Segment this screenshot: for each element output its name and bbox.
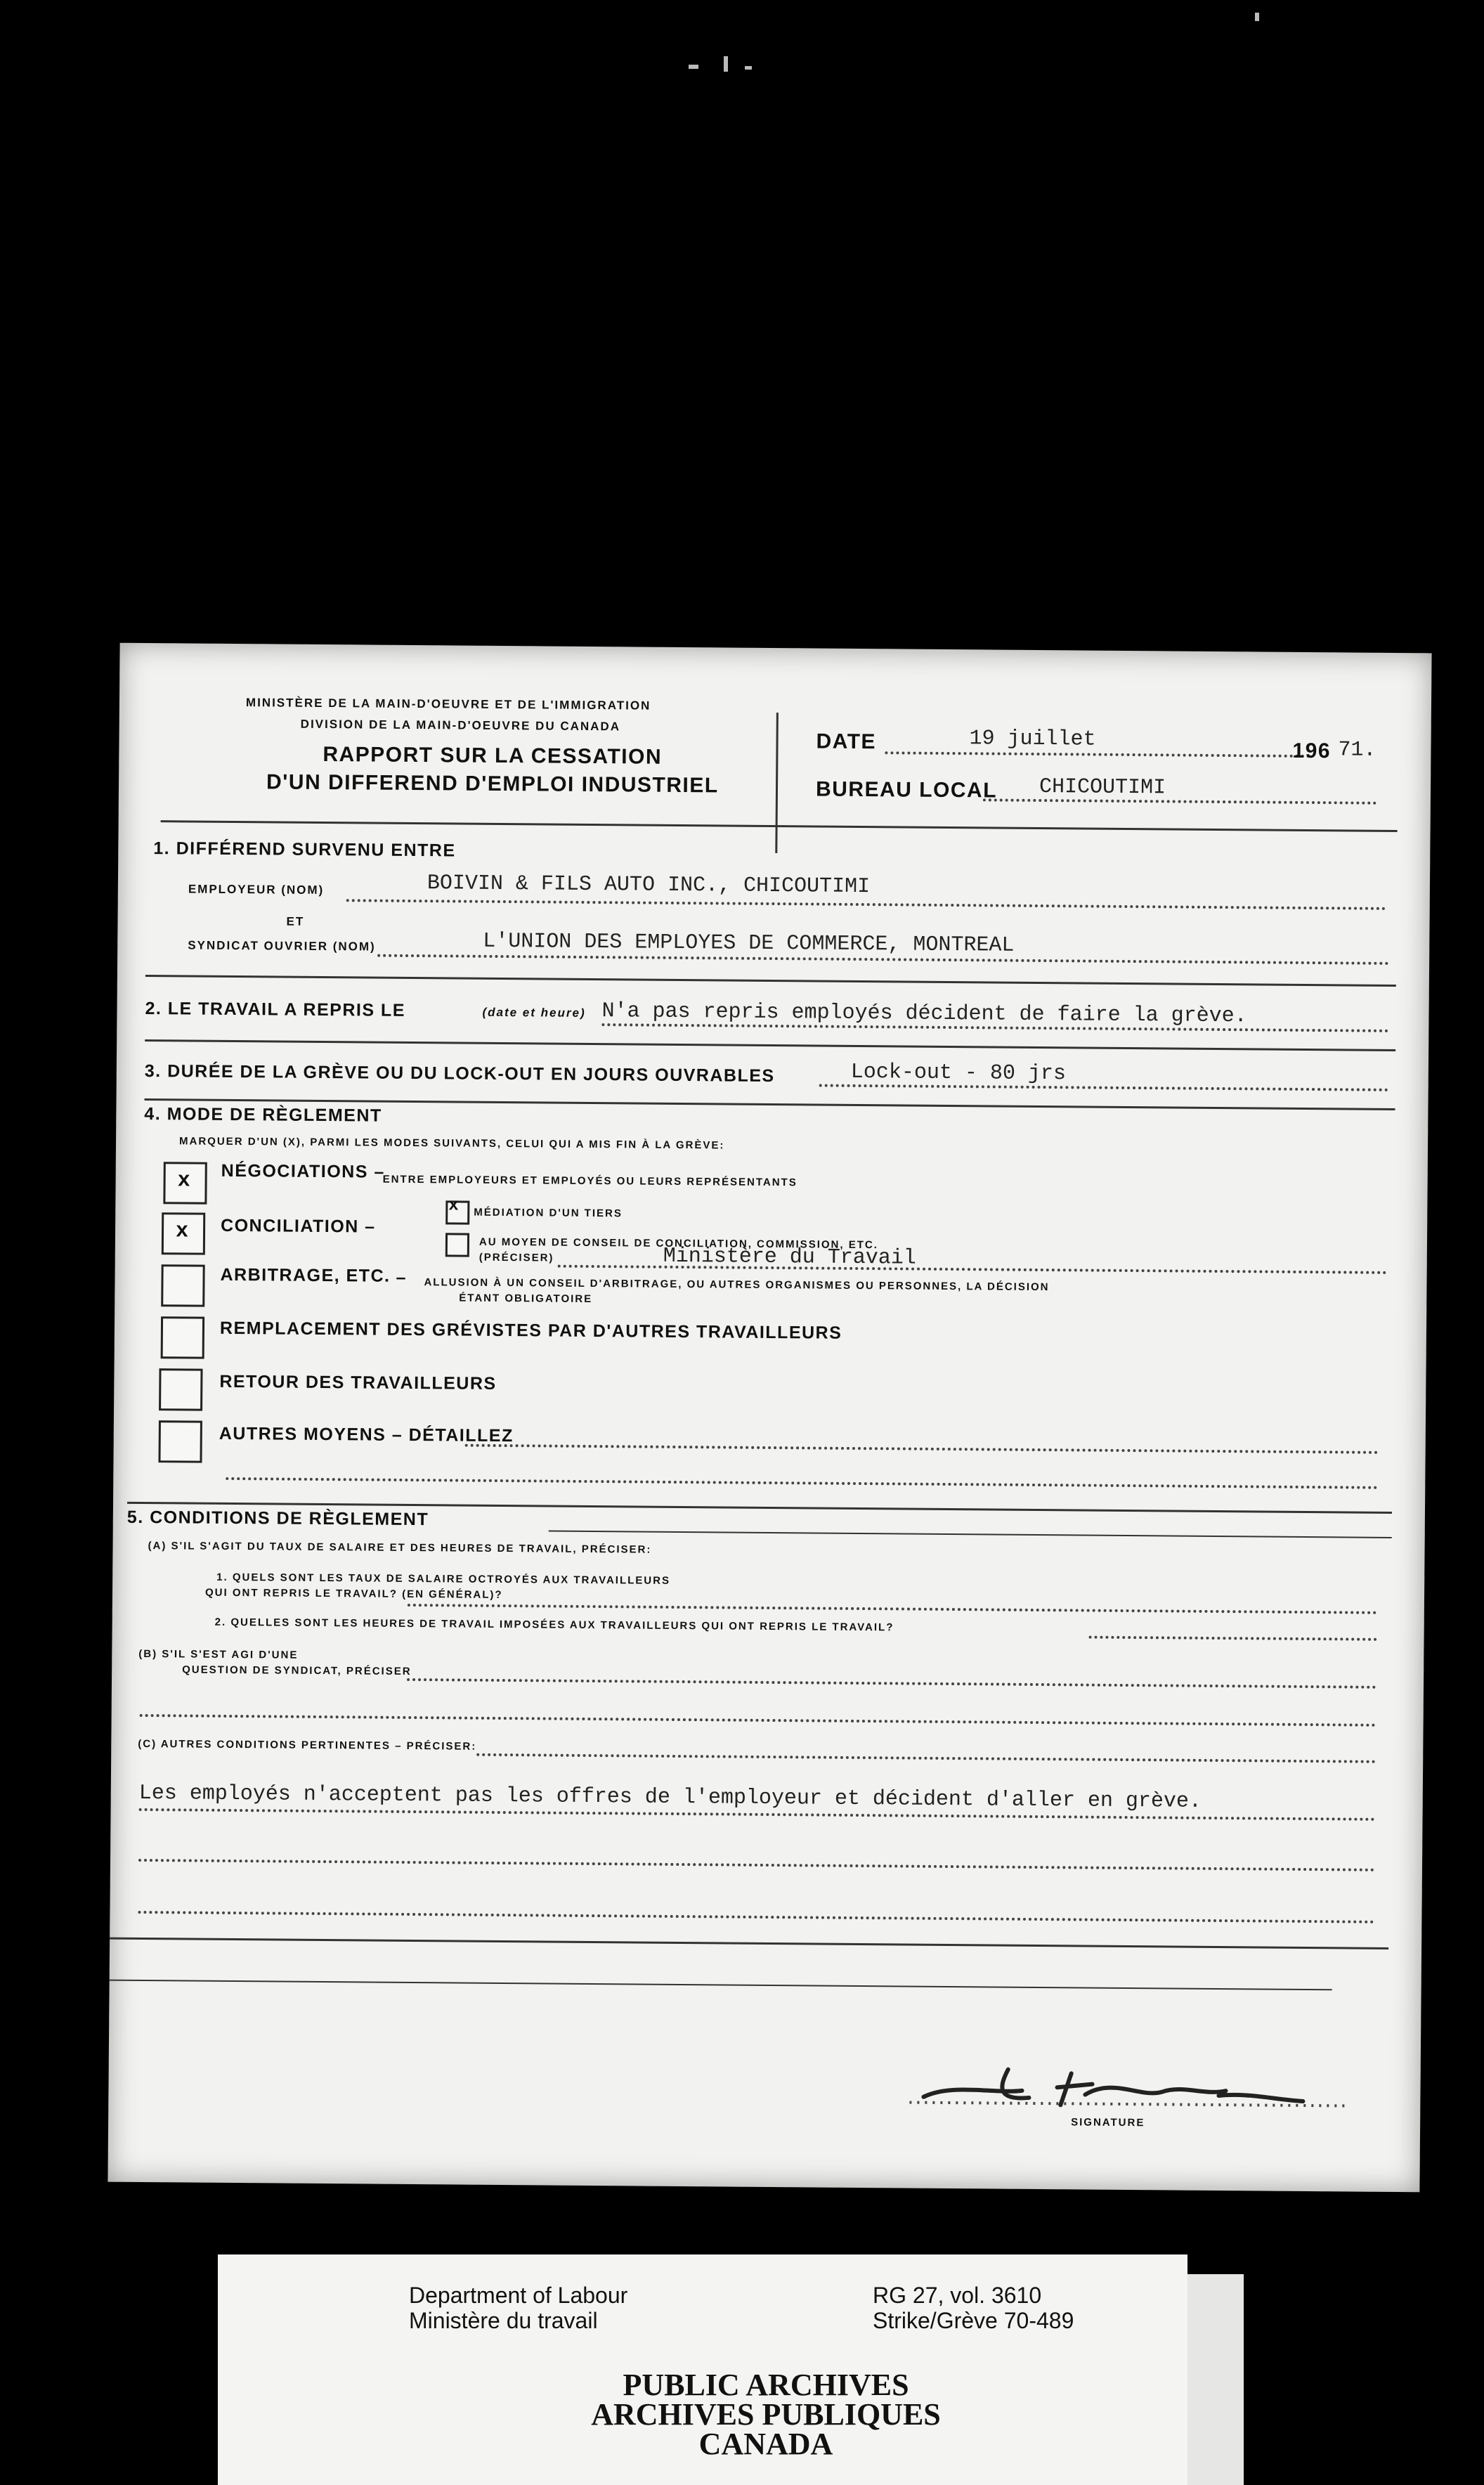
stamp-line2: ARCHIVES PUBLIQUES	[591, 2397, 941, 2432]
negociations-mark: x	[177, 1169, 190, 1193]
ministry-line2: DIVISION DE LA MAIN-D'OEUVRE DU CANADA	[300, 717, 621, 734]
section1-title: 1. DIFFÉREND SURVENU ENTRE	[153, 838, 456, 861]
remplacement-label: REMPLACEMENT DES GRÉVISTES PAR D'AUTRES TRAVAILLEURS	[219, 1318, 842, 1343]
arbitrage-checkbox[interactable]	[161, 1264, 204, 1306]
remplacement-checkbox[interactable]	[161, 1316, 204, 1358]
dept-en: Department of Labour	[409, 2283, 628, 2308]
employer-label: EMPLOYEUR (NOM)	[188, 882, 325, 897]
strike-report-form	[108, 643, 1431, 2193]
date-label: DATE	[816, 729, 877, 754]
section5-b-line2: QUESTION DE SYNDICAT, PRÉCISER	[182, 1663, 412, 1678]
arbitrage-dash: –	[396, 1267, 408, 1287]
retour-label: RETOUR DES TRAVAILLEURS	[219, 1371, 497, 1394]
et-label: ET	[286, 914, 305, 928]
report-title-line2: D'UN DIFFEREND D'EMPLOI INDUSTRIEL	[266, 770, 719, 798]
section4-instruction: MARQUER D'UN (X), PARMI LES MODES SUIVANTS, CELUI QUI A MIS FIN À LA GRÈVE:	[178, 1135, 725, 1152]
union-label: SYNDICAT OUVRIER (NOM)	[188, 938, 376, 954]
year-value: 71.	[1338, 738, 1376, 763]
date-value: 19 juillet	[969, 727, 1096, 752]
film-speck	[689, 65, 698, 69]
section5-b-line1: (B) S'IL S'EST AGI D'UNE	[138, 1647, 299, 1661]
section2-note: (date et heure)	[482, 1005, 586, 1020]
preciser-label: (PRÉCISER)	[479, 1251, 554, 1264]
bureau-value: CHICOUTIMI	[1039, 774, 1166, 800]
section3-title: 3. DURÉE DE LA GRÈVE OU DU LOCK-OUT EN JOURS OUVRABLES	[144, 1060, 775, 1086]
section5-c-value: Les employés n'acceptent pas les offres de l'employeur et décident d'aller en grève.	[139, 1782, 1206, 1814]
handwritten-signature	[909, 2055, 1346, 2122]
section5-title: 5. CONDITIONS DE RÈGLEMENT	[126, 1507, 429, 1530]
signature-label: SIGNATURE	[1071, 2116, 1145, 2129]
arbitrage-desc2: ÉTANT OBLIGATOIRE	[459, 1292, 593, 1306]
ref-line2: Strike/Grève 70-489	[873, 2308, 1074, 2333]
section5-a1-line1: 1. QUELS SONT LES TAUX DE SALAIRE OCTROYÉS AUX TRAVAILLEURS	[216, 1571, 671, 1587]
conciliation-label: CONCILIATION –	[221, 1215, 376, 1237]
negociations-desc: ENTRE EMPLOYEURS ET EMPLOYÉS OU LEURS REPRÉSENTANTS	[382, 1173, 798, 1189]
bureau-label: BUREAU LOCAL	[815, 777, 998, 803]
section3-value: Lock-out - 80 jrs	[850, 1060, 1067, 1086]
stamp-line3: CANADA	[698, 2427, 833, 2461]
section2-value: N'a pas repris employés décident de faire la grève.	[601, 999, 1247, 1029]
conciliation-mark: x	[175, 1219, 189, 1244]
union-value: L'UNION DES EMPLOYES DE COMMERCE, MONTREAL	[483, 929, 1015, 958]
autres-checkbox[interactable]	[158, 1420, 202, 1462]
mediation-mark: x	[448, 1196, 459, 1216]
film-speck	[724, 56, 728, 72]
ministry-line1: MINISTÈRE DE LA MAIN-D'OEUVRE ET DE L'IMMIGRATION	[245, 696, 651, 713]
negociations-label: NÉGOCIATIONS –	[221, 1160, 385, 1182]
section5-a-label: (A) S'IL S'AGIT DU TAUX DE SALAIRE ET DES HEURES DE TRAVAIL, PRÉCISER:	[148, 1540, 652, 1556]
conseil-label: AU MOYEN DE CONSEIL DE CONCILIATION, COMMISSION, ETC.	[479, 1235, 878, 1252]
year-prefix: 196	[1292, 739, 1332, 763]
autres-label: AUTRES MOYENS – DÉTAILLEZ	[219, 1423, 514, 1446]
stamp-line1: PUBLIC ARCHIVES	[623, 2368, 909, 2402]
section4-title: 4. MODE DE RÈGLEMENT	[144, 1103, 382, 1126]
preciser-value: Ministère du Travail	[663, 1244, 916, 1271]
employer-value: BOIVIN & FILS AUTO INC., CHICOUTIMI	[427, 871, 871, 900]
conseil-checkbox[interactable]	[445, 1233, 469, 1257]
arbitrage-label: ARBITRAGE, ETC.	[220, 1264, 391, 1286]
section2-title: 2. LE TRAVAIL A REPRIS LE	[145, 999, 406, 1020]
section5-c-label: (C) AUTRES CONDITIONS PERTINENTES – PRÉCISER:	[138, 1737, 477, 1753]
film-speck	[745, 66, 752, 70]
film-speck	[1255, 13, 1259, 21]
ref-line1: RG 27, vol. 3610	[873, 2283, 1042, 2308]
archive-label-card	[218, 2254, 1187, 2485]
section5-a2-label: 2. QUELLES SONT LES HEURES DE TRAVAIL IMPOSÉES AUX TRAVAILLEURS QUI ONT REPRIS LE TRAVAIL?	[214, 1616, 894, 1634]
retour-checkbox[interactable]	[159, 1368, 202, 1410]
mediation-label: MÉDIATION D'UN TIERS	[474, 1206, 623, 1220]
section5-a1-line2: QUI ONT REPRIS LE TRAVAIL? (EN GÉNÉRAL)?	[204, 1586, 503, 1602]
arbitrage-desc1: ALLUSION À UN CONSEIL D'ARBITRAGE, OU AUTRES ORGANISMES OU PERSONNES, LA DÉCISION	[424, 1276, 1050, 1294]
report-title-line1: RAPPORT SUR LA CESSATION	[323, 742, 663, 769]
dept-fr: Ministère du travail	[409, 2308, 598, 2333]
